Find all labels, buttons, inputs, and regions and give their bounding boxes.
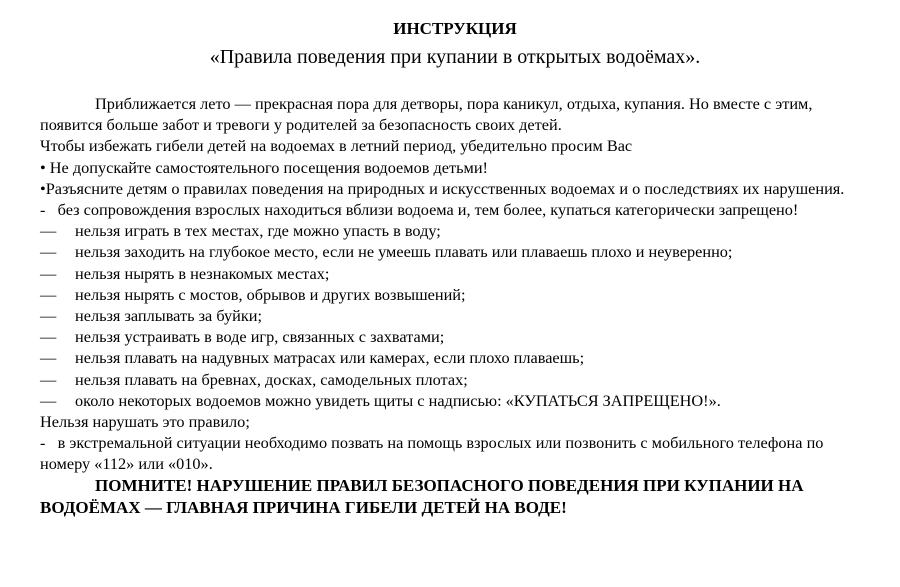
dash-marker: — [40, 242, 57, 262]
outro-line: Нельзя нарушать это правило; [40, 412, 250, 432]
list-item [40, 347, 870, 368]
dash-marker: — [40, 369, 57, 389]
emergency-instruction: - в экстремальной ситуации необходимо позвать на помощь взрослых или позвонить с мобильного телефона по номеру «112» или «010». [40, 433, 828, 474]
list-item [40, 326, 870, 347]
main-rule: - без сопровождения взрослых находиться вблизи водоема и, тем более, купаться категорически запрещено! [40, 200, 799, 220]
document-title: ИНСТРУКЦИЯ [393, 19, 517, 38]
dash-marker: — [40, 390, 57, 410]
list-item [40, 241, 870, 262]
rule-text: около некоторых водоемов можно увидеть щиты с надписью: «КУПАТЬСЯ ЗАПРЕЩЕНО!». [75, 390, 721, 410]
rule-text: нельзя плавать на бревнах, досках, самодельных плотах; [75, 369, 468, 389]
rule-text: нельзя нырять в незнакомых местах; [75, 263, 330, 283]
list-item [40, 263, 870, 284]
document-subtitle: «Правила поведения при купании в открытых водоёмах». [209, 46, 701, 68]
request-line: Чтобы избежать гибели детей на водоемах в летний период, убедительно просим Вас [40, 136, 633, 156]
warning-text: ПОМНИТЕ! НАРУШЕНИЕ ПРАВИЛ БЕЗОПАСНОГО ПОВЕДЕНИЯ ПРИ КУПАНИИ НА ВОДОЁМАХ — ГЛАВНАЯ ПРИЧИНА ГИБЕЛИ ДЕТЕЙ НА ВОДЕ! [40, 475, 804, 517]
dash-marker: — [40, 284, 57, 304]
bullet-item: •Разъясните детям о правилах поведения на природных и искусственных водоемах и о последствиях их нарушения. [40, 178, 845, 198]
list-item [40, 305, 870, 326]
rule-text: нельзя устраивать в воде игр, связанных с захватами; [75, 327, 445, 347]
rule-text: нельзя нырять с мостов, обрывов и других возвышений; [75, 284, 466, 304]
rule-text: нельзя заходить на глубокое место, если не умеешь плавать или плаваешь плохо и неуверенно; [75, 242, 733, 262]
intro-paragraph: Приближается лето — прекрасная пора для детворы, пора каникул, отдыха, купания. Но вместе с этим, появится больше забот и тревоги у родителей за безопасность своих детей. [40, 94, 813, 135]
rule-text: нельзя плавать на надувных матрасах или камерах, если плохо плаваешь; [75, 348, 585, 368]
dash-marker: — [40, 306, 57, 326]
document-body [40, 93, 870, 519]
list-item [40, 369, 870, 390]
dash-marker: — [40, 221, 57, 241]
rule-text: нельзя заплывать за буйки; [75, 306, 262, 326]
dash-marker: — [40, 327, 57, 347]
list-item [40, 284, 870, 305]
list-item [40, 220, 870, 241]
rules-list [40, 220, 870, 411]
dash-marker: — [40, 348, 57, 368]
bullet-item: • Не допускайте самостоятельного посещения водоемов детьми! [40, 157, 488, 177]
rule-text: нельзя играть в тех местах, где можно упасть в воду; [75, 221, 441, 241]
dash-marker: — [40, 263, 57, 283]
list-item [40, 390, 870, 411]
